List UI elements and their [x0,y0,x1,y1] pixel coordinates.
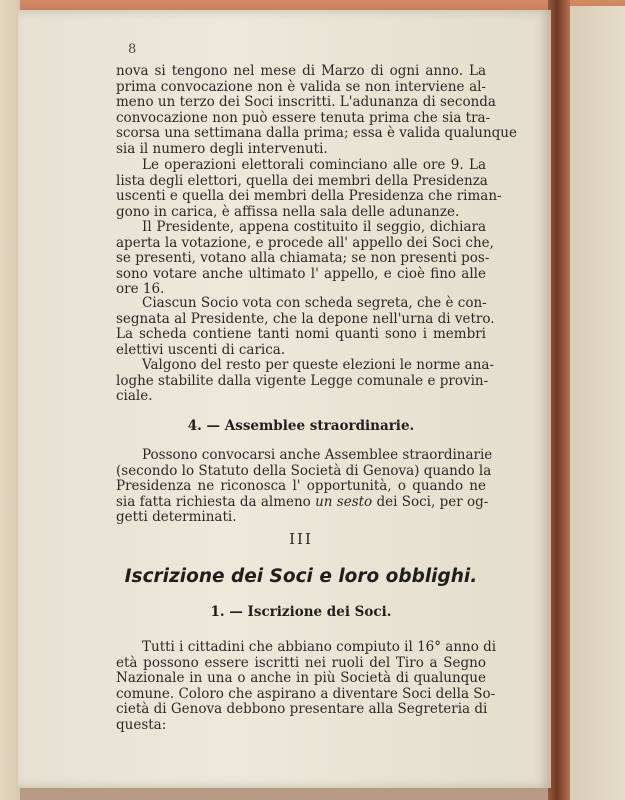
text-line: ore 16. [116,281,165,298]
section-heading-assemblee: 4. — Assemblee straordinarie. [187,418,415,434]
text-line: Nazionale in una o anche in più Società di qualunque [116,670,486,687]
chapter-number: III [289,530,313,548]
book-left-edge [0,0,20,800]
text-line: elettivi uscenti di carica. [116,341,286,358]
text-run: sia fatta richiesta da almeno [116,493,316,510]
text-line: Il Presidente, appena costituito il seggio, dichiara [142,219,486,235]
text-line [116,493,489,511]
text-line: sono votare anche ultimato l' appello, e cioè fino alle [116,265,486,282]
text-line: comune. Coloro che aspirano a diventare Soci della So- [116,685,496,702]
text-line: getti determinati. [116,509,237,526]
text-line: gono in carica, è affissa nella sala delle adunanze. [116,203,460,220]
text-line: La scheda contiene tanti nomi quanti sono i membri [116,326,486,343]
paragraph-adunanza [116,63,517,158]
paragraph-iscrizione [116,639,497,734]
paragraph-assemblee [116,447,493,526]
paragraph-presidente [116,219,494,298]
page-number: 8 [128,42,137,57]
text-line: convocazione non può essere tenuta prima che sia tra- [116,109,491,126]
text-line: cietà di Genova debbono presentare alla Segreteria di [116,701,488,718]
text-line: aperta la votazione, e procede all' appello dei Soci che, [116,234,494,251]
chapter-title: Iscrizione dei Soci e loro obblighi. [124,566,478,587]
text-line: scorsa una settimana dalla prima; essa è valida qualunque [116,125,517,142]
facing-page-edge [570,6,625,800]
text-line: (secondo lo Statuto della Società di Genova) quando la [116,462,492,479]
text-line: lista degli elettori, quella dei membri della Presidenza [116,172,488,189]
text-line: meno un terzo dei Soci inscritti. L'adunanza di seconda [116,94,496,111]
emphasis-text: un sesto [315,493,373,510]
text-line: età possono essere iscritti nei ruoli del Tiro a Segno [116,654,486,671]
text-line: Possono convocarsi anche Assemblee straordinarie [142,447,493,463]
text-line: sia il numero degli intervenuti. [116,140,328,157]
text-line: Ciascun Socio vota con scheda segreta, che è con- [142,295,487,311]
paragraph-operazioni [116,157,502,220]
section-heading-iscrizione: 1. — Iscrizione dei Soci. [210,604,392,620]
text-line: prima convocazione non è valida se non interviene al- [116,78,486,95]
paragraph-norme [116,357,495,405]
text-line: Presidenza ne riconosca l' opportunità, o quando ne [116,478,486,495]
text-line: segnata al Presidente, che la depone nell'urna di vetro. [116,310,495,327]
text-line: uscenti e quella dei membri della Presidenza che riman- [116,188,502,205]
book-gutter [548,0,570,800]
text-line: se presenti, votano alla chiamata; se non presenti pos- [116,250,490,267]
text-line: Le operazioni elettorali cominciano alle ore 9. La [142,157,486,173]
text-line: ciale. [116,388,153,405]
text-line: Valgono del resto per queste elezioni le norme ana- [142,357,495,373]
paragraph-scheda [116,295,495,358]
text-line: Tutti i cittadini che abbiano compiuto il 16° anno di [142,639,497,655]
text-line: questa: [116,716,167,733]
text-line: nova si tengono nel mese di Marzo di ogni anno. La [116,63,486,79]
text-line: loghe stabilite dalla vigente Legge comunale e provin- [116,372,489,389]
text-run: dei Soci, per og- [372,493,489,510]
